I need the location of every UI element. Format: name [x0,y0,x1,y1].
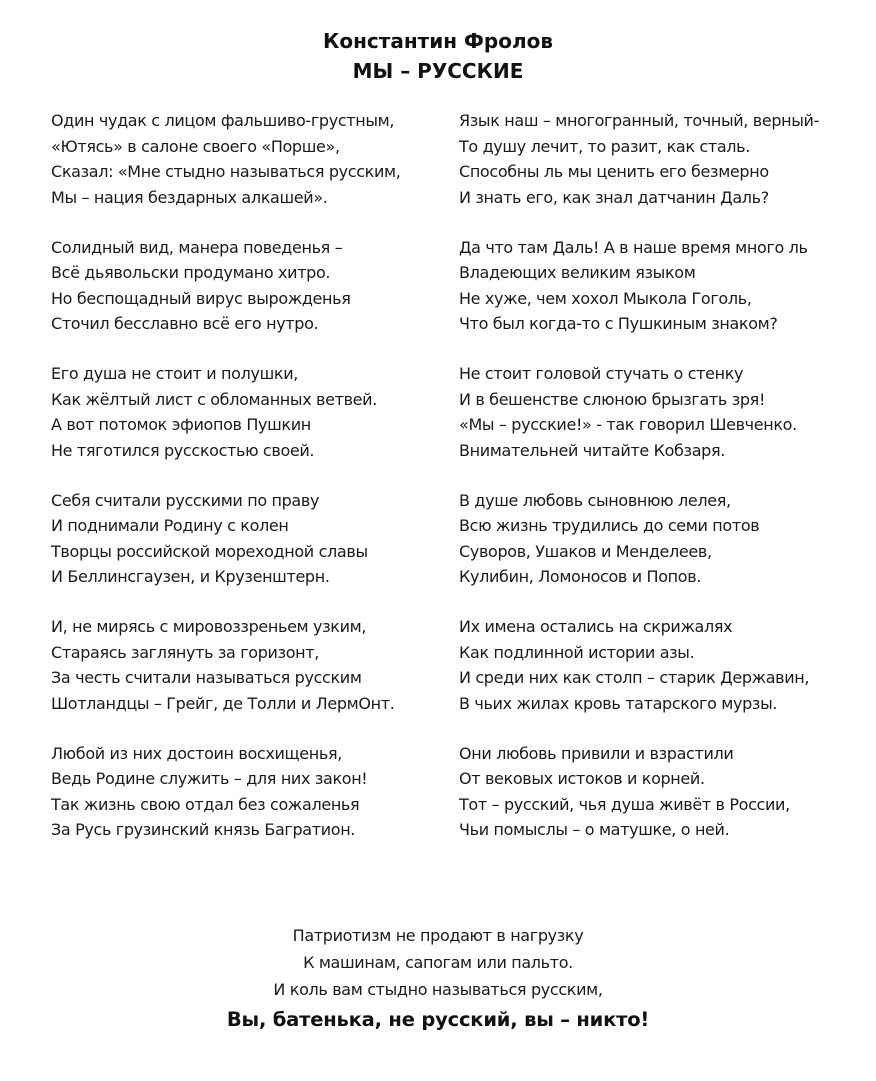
verse-line: «Ютясь» в салоне своего «Порше», [51,136,340,156]
verse-line: Что был когда-то с Пушкиным знаком? [459,314,778,333]
stanza [459,488,869,590]
verse-line: Они любовь привили и взрастили [459,743,734,763]
poem-author: Константин Фролов [323,29,553,53]
verse-line: Так жизнь свою отдал без сожаленья [51,794,360,814]
verse-line: Внимательней читайте Кобзаря. [459,440,725,460]
verse-line: Ведь Родине служить – для них закон! [51,769,368,788]
outro-final-line: Вы, батенька, не русский, вы – никто! [226,1008,650,1031]
outro-line: К машинам, сапогам или пальто. [303,953,573,972]
verse-line: И знать его, как знал датчанин Даль? [459,187,769,207]
verse-line: Мы – нация бездарных алкашей». [51,187,328,207]
stanza [51,108,461,210]
verse-line: Солидный вид, манера поведенья – [51,237,343,257]
stanza [51,488,461,590]
left-column [51,108,461,867]
verse-line: Не хуже, чем хохол Мыкола Гоголь, [459,288,752,308]
verse-line: Его душа не стоит и полушки, [51,364,298,383]
verse-line: Себя считали русскими по праву [51,490,320,510]
stanza [51,614,461,716]
verse-line: За Русь грузинский князь Багратион. [51,820,356,839]
poem-outro [0,922,876,1036]
poem-header [0,26,876,86]
stanza [459,361,869,463]
stanza [459,108,869,210]
verse-line: И, не мирясь с мировоззреньем узким, [51,617,367,636]
stanza [459,235,869,337]
outro-line: И коль вам стыдно называться русским, [273,980,603,999]
verse-line: Чьи помыслы – о матушке, о ней. [459,820,730,839]
verse-line: Как подлинной истории азы. [459,642,695,662]
verse-line: Да что там Даль! А в наше время много ль [459,237,808,257]
verse-line: Тот – русский, чья душа живёт в России, [459,794,790,814]
stanza [459,614,869,716]
verse-line: Шотландцы – Грейг, де Толли и ЛермОнт. [51,693,395,713]
verse-line: А вот потомок эфиопов Пушкин [51,415,311,434]
verse-line: Любой из них достоин восхищенья, [51,743,342,763]
verse-line: И Беллинсгаузен, и Крузенштерн. [51,567,330,586]
verse-line: И поднимали Родину с колен [51,516,289,535]
verse-line: Всю жизнь трудились до семи потов [459,516,760,535]
verse-line: То душу лечит, то разит, как сталь. [459,136,750,156]
verse-line: Язык наш – многогранный, точный, верный- [459,111,820,130]
verse-line: Способны ль мы ценить его безмерно [459,162,769,181]
stanza [459,741,869,843]
verse-line: Всё дьявольски продумано хитро. [51,263,331,282]
verse-line: Владеющих великим языком [459,263,696,282]
verse-line: В душе любовь сыновнюю лелея, [459,490,731,510]
verse-line: Кулибин, Ломоносов и Попов. [459,567,702,586]
verse-line: Не стоит головой стучать о стенку [459,364,744,383]
verse-line: Стараясь заглянуть за горизонт, [51,642,319,662]
verse-line: И в бешенстве слюною брызгать зря! [459,389,766,409]
verse-line: Но беспощадный вирус вырожденья [51,288,351,308]
verse-line: Суворов, Ушаков и Менделеев, [459,541,712,561]
verse-line: Сказал: «Мне стыдно называться русским, [51,162,401,181]
verse-line: Сточил бесславно всё его нутро. [51,314,319,333]
verse-line: Один чудак с лицом фальшиво-грустным, [51,111,395,130]
verse-line: Творцы российской мореходной славы [51,541,368,561]
verse-line: За честь считали называться русским [51,668,362,687]
verse-line: Их имена остались на скрижалях [459,617,733,636]
verse-line: «Мы – русские!» - так говорил Шевченко. [459,415,797,434]
outro-line: Патриотизм не продают в нагрузку [292,926,584,945]
verse-line: И среди них как столп – старик Державин, [459,668,810,687]
stanza [51,741,461,843]
stanza [51,235,461,337]
verse-line: От вековых истоков и корней. [459,769,705,788]
right-column [459,108,869,867]
verse-line: Как жёлтый лист с обломанных ветвей. [51,389,377,409]
verse-line: Не тяготился русскостью своей. [51,440,315,460]
poem-title: МЫ – РУССКИЕ [352,59,524,83]
stanza [51,361,461,463]
verse-line: В чьих жилах кровь татарского мурзы. [459,693,778,713]
